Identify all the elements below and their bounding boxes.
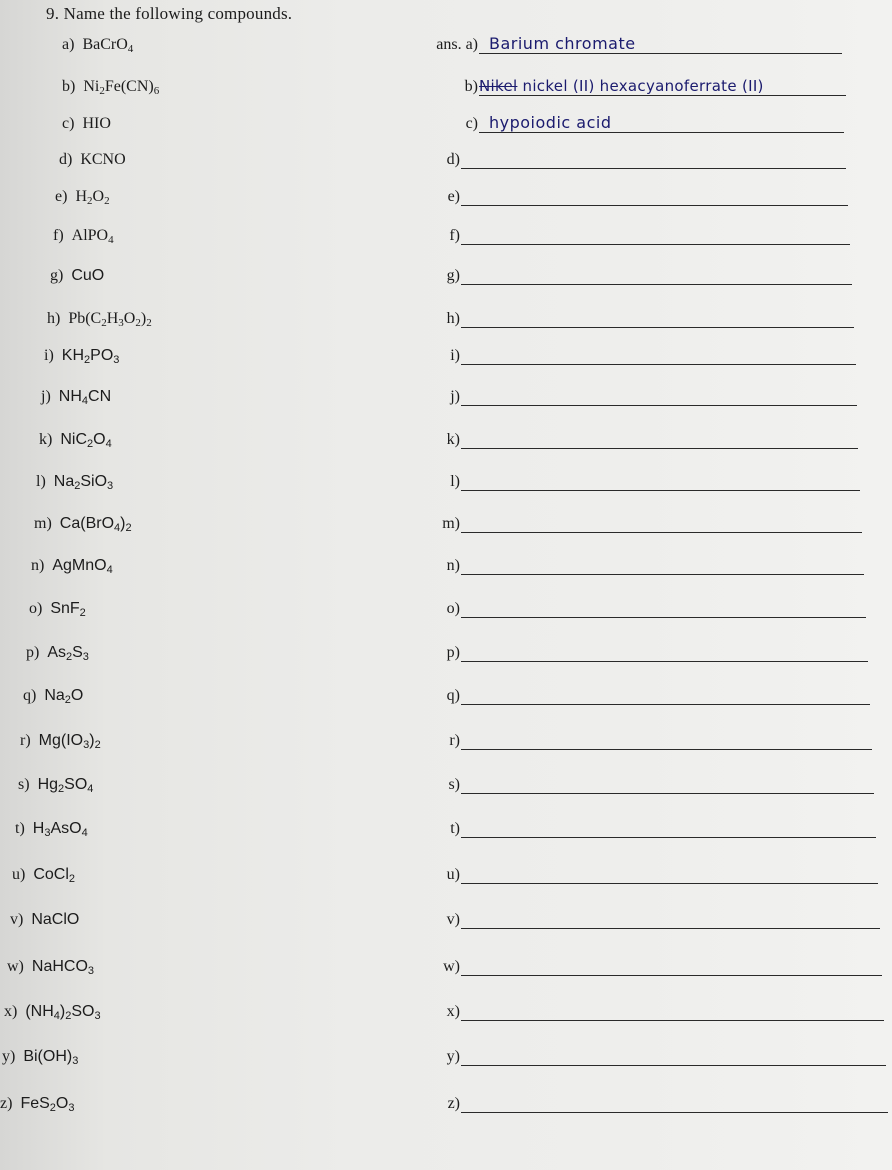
answer-line: [461, 749, 872, 750]
answer-field[interactable]: [446, 642, 868, 664]
answer-line: [461, 1020, 884, 1021]
answer-line: [461, 490, 860, 491]
compound-item: [12, 866, 75, 884]
answer-field[interactable]: [449, 730, 872, 752]
answer-field[interactable]: [464, 76, 846, 98]
answer-field[interactable]: [446, 308, 854, 330]
answer-line: [461, 975, 882, 976]
answer-line: [461, 1112, 888, 1113]
answer-line: [461, 793, 874, 794]
answer-label: d): [446, 151, 460, 168]
item-label: l): [36, 473, 46, 490]
compound-item: [15, 820, 88, 838]
answer-label: n): [446, 557, 460, 574]
compound-item: [55, 188, 110, 206]
answer-field[interactable]: [436, 34, 842, 56]
answer-field[interactable]: [442, 513, 862, 535]
compound-formula: BaCrO$_4$: [82, 36, 134, 55]
item-label: q): [23, 687, 37, 704]
handwritten-answer: hypoiodic acid: [489, 113, 612, 132]
item-label: o): [29, 600, 43, 617]
answer-field[interactable]: [448, 774, 874, 796]
item-label: g): [50, 267, 64, 284]
answer-prefix: ans.: [436, 36, 462, 53]
answer-line: [461, 704, 870, 705]
answer-line: [461, 405, 857, 406]
answer-line: [461, 661, 868, 662]
compound-item: [4, 1003, 101, 1021]
compound-formula: $Na_2O$: [44, 687, 84, 706]
compound-formula: SnF$_2$: [50, 600, 86, 619]
compound-formula: $Ni_2Fe(CN)_6$: [83, 78, 160, 97]
answer-line: [479, 53, 842, 54]
item-label: t): [15, 820, 25, 837]
compound-item: [47, 310, 152, 328]
question-title: 9. Name the following compounds.: [46, 4, 293, 23]
answer-line: [461, 327, 854, 328]
answer-field[interactable]: [465, 113, 844, 135]
answer-field[interactable]: [446, 685, 870, 707]
answer-field[interactable]: [446, 864, 878, 886]
item-label: e): [55, 188, 68, 205]
answer-label: c): [465, 115, 478, 132]
answer-line: [461, 1065, 886, 1066]
answer-label: v): [446, 911, 460, 928]
answer-label: s): [448, 776, 460, 793]
answer-field[interactable]: [449, 225, 850, 247]
answer-line: [461, 574, 864, 575]
compound-item: [59, 151, 126, 169]
item-label: j): [41, 388, 51, 405]
answer-field[interactable]: [450, 818, 876, 840]
item-label: c): [62, 115, 75, 132]
compound-formula: KCNO: [80, 151, 126, 168]
compound-item: [36, 473, 113, 491]
compound-item: [2, 1048, 78, 1066]
compound-item: [23, 687, 83, 705]
answer-field[interactable]: [450, 471, 860, 493]
answer-label: t): [450, 820, 460, 837]
answer-label: j): [450, 388, 460, 405]
item-label: d): [59, 151, 73, 168]
answer-field[interactable]: [446, 265, 852, 287]
answer-line: [479, 95, 846, 96]
compound-item: [34, 515, 132, 533]
answer-line: [461, 928, 880, 929]
answer-label: p): [446, 644, 460, 661]
compound-formula: CuO: [71, 267, 105, 284]
answer-label: y): [446, 1048, 460, 1065]
item-label: u): [12, 866, 26, 883]
answer-field[interactable]: [446, 598, 866, 620]
compound-formula: NaClO: [31, 911, 80, 928]
compound-formula: $Hg_2SO_4$: [37, 776, 94, 795]
compound-formula: $Pb(C_2H_3O_2)_2$: [68, 310, 152, 329]
compound-item: [39, 431, 112, 449]
compound-item: [53, 227, 114, 245]
item-label: f): [53, 227, 64, 244]
answer-label: u): [446, 866, 460, 883]
compound-formula: AlPO$_4$: [71, 227, 114, 246]
compound-item: [44, 347, 119, 365]
compound-item: [10, 911, 79, 929]
item-label: y): [2, 1048, 16, 1065]
compound-formula: NaHCO$_3$: [31, 958, 95, 977]
answer-line: [461, 364, 856, 365]
compound-formula: $Ca(BrO_4)_2$: [59, 515, 132, 534]
compound-formula: CoCl$_2$: [33, 866, 76, 885]
compound-item: [7, 958, 94, 976]
item-label: n): [31, 557, 45, 574]
answer-line: [461, 168, 846, 169]
answer-field[interactable]: [450, 386, 857, 408]
answer-field[interactable]: [447, 1093, 888, 1115]
compound-formula: $(NH_4)_2SO_3$: [25, 1003, 101, 1022]
compound-item: [62, 115, 111, 133]
answer-label: r): [449, 732, 460, 749]
compound-formula: $KH_2PO_3$: [61, 347, 120, 366]
answer-line: [461, 617, 866, 618]
compound-formula: $H_3AsO_4$: [32, 820, 88, 839]
answer-label: z): [447, 1095, 460, 1112]
answer-field[interactable]: [443, 956, 882, 978]
compound-formula: HIO: [82, 115, 111, 132]
answer-field[interactable]: [446, 149, 846, 171]
answer-field[interactable]: [447, 186, 848, 208]
item-label: r): [20, 732, 31, 749]
answer-line: [479, 132, 844, 133]
compound-item: [0, 1095, 74, 1113]
compound-item: [41, 388, 111, 406]
answer-field[interactable]: [446, 555, 864, 577]
compound-formula: $Mg(IO_3)_2$: [38, 732, 101, 751]
item-label: k): [39, 431, 53, 448]
answer-label: o): [446, 600, 460, 617]
item-label: i): [44, 347, 54, 364]
answer-line: [461, 244, 850, 245]
answer-label: h): [446, 310, 460, 327]
compound-item: [29, 600, 86, 618]
struck-word: Nikel: [479, 77, 518, 95]
answer-label: l): [450, 473, 460, 490]
compound-formula: $Bi(OH)_3$: [23, 1048, 79, 1067]
compound-item: [26, 644, 89, 662]
answer-label: x): [446, 1003, 460, 1020]
item-label: w): [7, 958, 24, 975]
answer-label: g): [446, 267, 460, 284]
item-label: z): [0, 1095, 13, 1112]
answer-label: w): [443, 958, 460, 975]
answer-field[interactable]: [450, 345, 856, 367]
answer-field[interactable]: [446, 1046, 886, 1068]
item-label: s): [18, 776, 30, 793]
handwritten-answer: Barium chromate: [489, 34, 636, 53]
item-label: x): [4, 1003, 18, 1020]
item-label: h): [47, 310, 61, 327]
compound-item: [62, 36, 133, 54]
compound-formula: AgMnO$_4$: [52, 557, 113, 576]
item-label: a): [62, 36, 75, 53]
answer-label: q): [446, 687, 460, 704]
item-label: p): [26, 644, 40, 661]
compound-formula: $Na_2SiO_3$: [53, 473, 114, 492]
compound-item: [18, 776, 93, 794]
handwritten-answer: Nikel nickel (II) hexacyanoferrate (II): [479, 77, 764, 95]
item-label: m): [34, 515, 52, 532]
answer-line: [461, 837, 876, 838]
answer-field[interactable]: [446, 1001, 884, 1023]
answer-line: [461, 532, 862, 533]
answer-label: e): [447, 188, 460, 205]
answer-line: [461, 448, 858, 449]
compound-item: [31, 557, 113, 575]
compound-formula: $NH_4CN$: [58, 388, 112, 407]
answer-line: [461, 284, 852, 285]
item-label: b): [62, 78, 76, 95]
compound-formula: $NiC_2O_4$: [60, 431, 112, 450]
answer-label: b): [464, 78, 478, 95]
answer-line: [461, 883, 878, 884]
answer-label: f): [449, 227, 460, 244]
answer-field[interactable]: [446, 909, 880, 931]
compound-item: [50, 267, 104, 285]
compound-item: [20, 732, 101, 750]
answer-label: k): [446, 431, 460, 448]
compound-formula: $H_2O_2$: [75, 188, 110, 207]
item-label: v): [10, 911, 24, 928]
answer-label: i): [450, 347, 460, 364]
answer-label: ans. a): [436, 36, 478, 53]
answer-line: [461, 205, 848, 206]
answer-label: m): [442, 515, 460, 532]
compound-formula: $FeS_2O_3$: [20, 1095, 75, 1114]
compound-formula: $As_2S_3$: [47, 644, 89, 663]
answer-field[interactable]: [446, 429, 858, 451]
compound-item: [62, 78, 159, 96]
